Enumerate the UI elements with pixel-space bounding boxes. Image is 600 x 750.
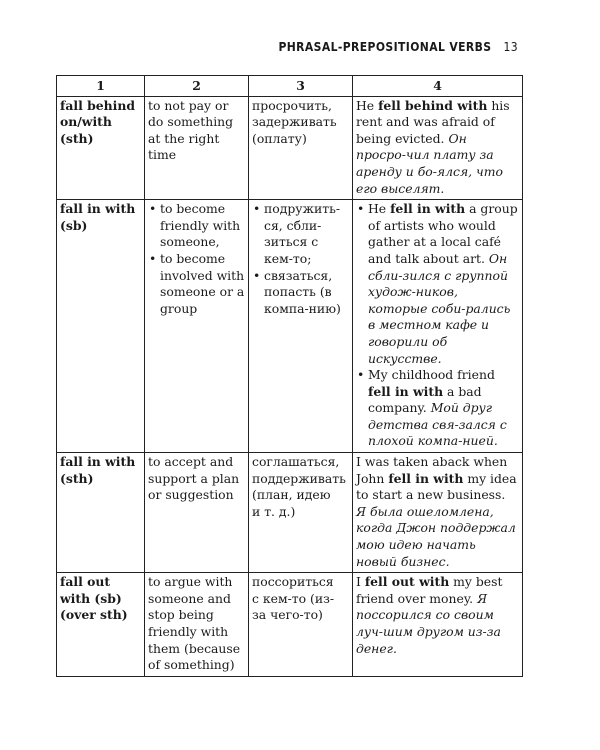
list-item: • to become friendly with someone, xyxy=(148,201,245,251)
list-item: • to become involved with someone or a group xyxy=(148,251,245,317)
column-header: 3 xyxy=(249,76,353,97)
list-item xyxy=(356,367,519,450)
example-russian: Я поссорился со своим луч-шим другом из-за денег. xyxy=(356,590,501,656)
verb-cell: fall in with (sth) xyxy=(57,453,145,573)
example-english: I fell out with my best friend over money. xyxy=(356,574,503,606)
translation-cell: соглашаться, поддерживать (план, идею и т. д.) xyxy=(249,453,353,573)
meaning-cell xyxy=(145,200,249,453)
translation-cell: просрочить, задерживать (оплату) xyxy=(249,96,353,200)
example-cell xyxy=(353,453,523,573)
page-number: 13 xyxy=(503,40,518,54)
table-header-row xyxy=(57,76,523,97)
list-item xyxy=(356,201,519,367)
table-row xyxy=(57,96,523,200)
example-english: He fell behind with his rent and was afraid of being evicted. xyxy=(356,97,510,146)
example-cell xyxy=(353,573,523,677)
example-cell xyxy=(353,96,523,200)
table-row xyxy=(57,200,523,453)
example-english: My childhood friend fell in with a bad company. xyxy=(368,367,495,416)
example-english: He fell in with a group of artists who would gather at a local café and talk about art. xyxy=(368,201,518,266)
example-russian: Он просро-чил плату за аренду и бо-ялся, что его выселят. xyxy=(356,130,503,196)
phrasal-verbs-table xyxy=(56,75,523,677)
example-russian: Я была ошеломлена, когда Джон поддержал мою идею начать новый бизнес. xyxy=(356,503,516,569)
column-header: 4 xyxy=(353,76,523,97)
example-english: I was taken aback when John fell in with my idea to start a new business. xyxy=(356,454,517,503)
meaning-cell: to not pay or do something at the right time xyxy=(145,96,249,200)
verb-cell: fall out with (sb) (over sth) xyxy=(57,573,145,677)
verb-cell: fall behind on/with (sth) xyxy=(57,96,145,200)
verb-cell: fall in with (sb) xyxy=(57,200,145,453)
table-row xyxy=(57,453,523,573)
example-russian: Мой друг детства свя-зался с плохой компа-нией. xyxy=(368,400,507,449)
list-item: • связаться, попасть (в компа-нию) xyxy=(252,268,349,318)
running-head xyxy=(278,40,518,54)
example-cell xyxy=(353,200,523,453)
list-item: • подружить-ся, сбли-зиться с кем-то; xyxy=(252,201,349,267)
column-header: 1 xyxy=(57,76,145,97)
column-header: 2 xyxy=(145,76,249,97)
example-russian: Он сбли-зился с группой худож-ников, которые соби-рались в местном кафе и говорили об искусстве. xyxy=(368,250,511,366)
meaning-cell: to argue with someone and stop being friendly with them (because of something) xyxy=(145,573,249,677)
translation-cell: поссориться с кем-то (из- за чего-то) xyxy=(249,573,353,677)
table-row xyxy=(57,573,523,677)
translation-cell xyxy=(249,200,353,453)
meaning-cell: to accept and support a plan or suggestion xyxy=(145,453,249,573)
section-title: PHRASAL-PREPOSITIONAL VERBS xyxy=(278,40,492,54)
